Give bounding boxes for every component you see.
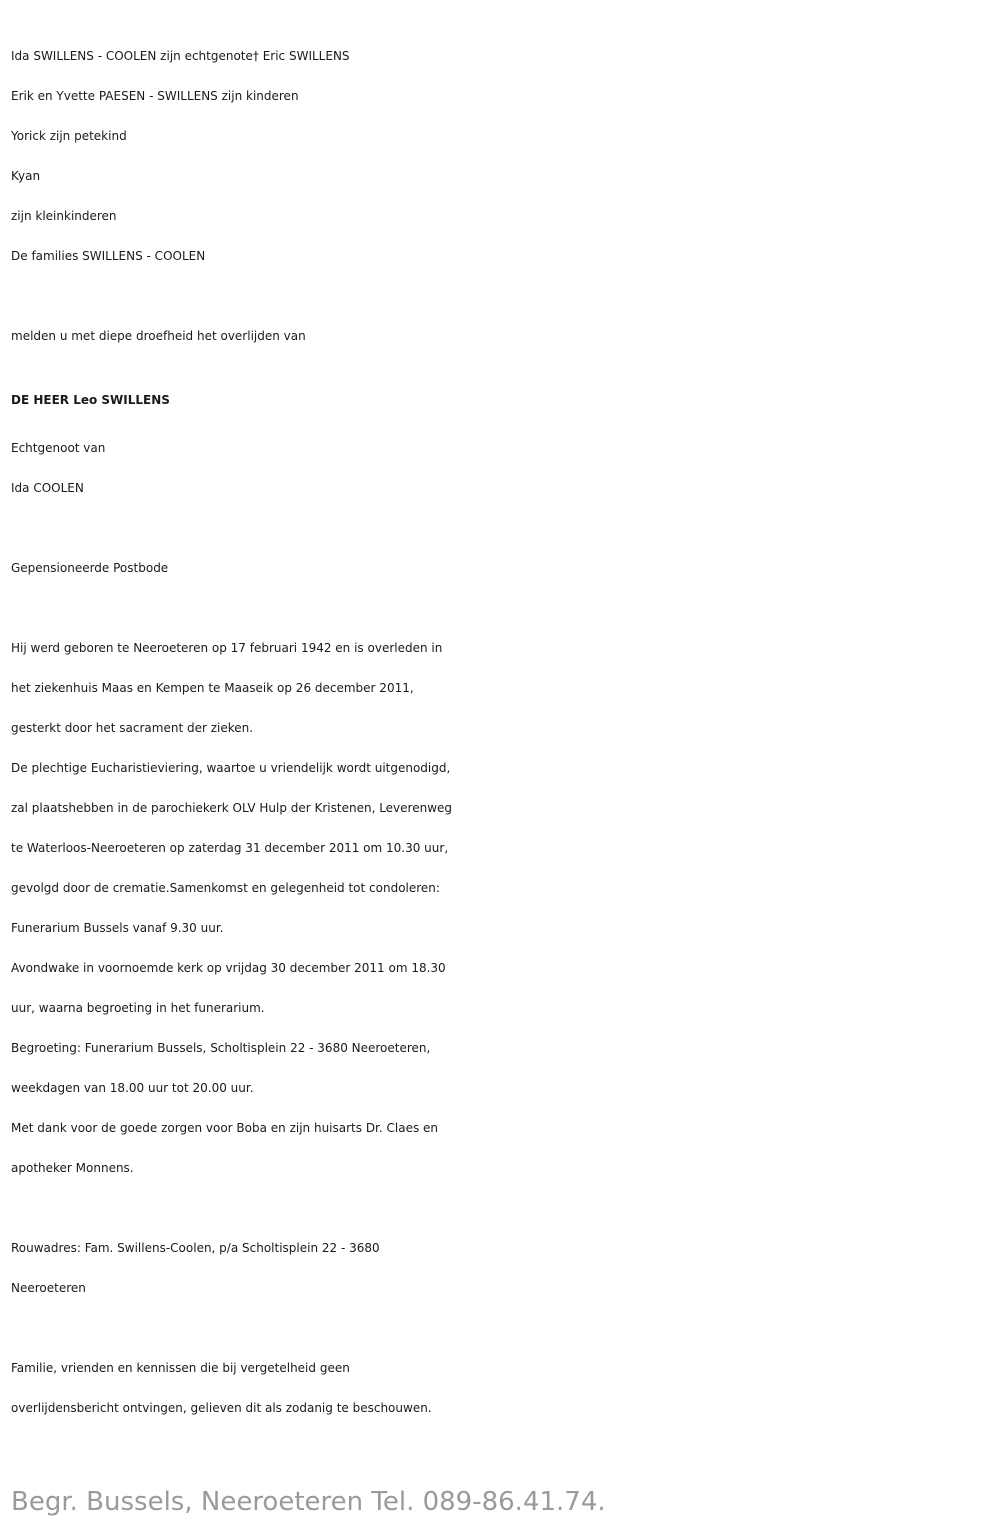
family-line: De families SWILLENS - COOLEN — [11, 249, 206, 263]
family-line: Kyan — [11, 169, 41, 183]
spacer — [11, 276, 990, 316]
spacer — [11, 1188, 990, 1228]
funeral-home-footer: Begr. Bussels, Neeroeteren Tel. 089-86.41.74. — [11, 1487, 606, 1517]
details-line: gevolgd door de crematie.Samenkomst en gelegenheid tot condoleren: — [11, 881, 440, 895]
spouse-name: Ida COOLEN — [11, 481, 84, 495]
details-line: Begroeting: Funerarium Bussels, Scholtisplein 22 - 3680 Neeroeteren, — [11, 1041, 431, 1055]
spacer — [11, 508, 990, 548]
address-section — [11, 1228, 990, 1308]
details-line: gesterkt door het sacrament der zieken. — [11, 721, 254, 735]
closing-line: overlijdensbericht ontvingen, gelieven dit als zodanig te beschouwen. — [11, 1401, 432, 1415]
details-line: te Waterloos-Neeroeteren op zaterdag 31 december 2011 om 10.30 uur, — [11, 841, 449, 855]
details-line: Funerarium Bussels vanaf 9.30 uur. — [11, 921, 224, 935]
details-section — [11, 628, 990, 1188]
details-line: zal plaatshebben in de parochiekerk OLV Hulp der Kristenen, Leverenweg — [11, 801, 453, 815]
spacer — [11, 588, 990, 628]
details-line: Hij werd geboren te Neeroeteren op 17 februari 1942 en is overleden in — [11, 641, 443, 655]
family-line: Ida SWILLENS - COOLEN zijn echtgenote† Eric SWILLENS — [11, 49, 350, 63]
details-line: weekdagen van 18.00 uur tot 20.00 uur. — [11, 1081, 254, 1095]
details-line: uur, waarna begroeting in het funerarium. — [11, 1001, 265, 1015]
spacer — [11, 356, 990, 372]
occupation: Gepensioneerde Postbode — [11, 561, 169, 575]
details-line: apotheker Monnens. — [11, 1161, 134, 1175]
closing-section — [11, 1348, 990, 1428]
details-line: het ziekenhuis Maas en Kempen te Maaseik op 26 december 2011, — [11, 681, 414, 695]
family-section — [11, 36, 990, 276]
address-line: Neeroeteren — [11, 1281, 86, 1295]
spacer — [11, 1308, 990, 1348]
family-line: zijn kleinkinderen — [11, 209, 117, 223]
closing-line: Familie, vrienden en kennissen die bij vergetelheid geen — [11, 1361, 350, 1375]
deceased-name: DE HEER Leo SWILLENS — [11, 393, 170, 407]
spouse-label: Echtgenoot van — [11, 441, 106, 455]
details-line: Met dank voor de goede zorgen voor Boba en zijn huisarts Dr. Claes en — [11, 1121, 439, 1135]
details-line: Avondwake in voornoemde kerk op vrijdag 30 december 2011 om 18.30 — [11, 961, 446, 975]
address-line: Rouwadres: Fam. Swillens-Coolen, p/a Scholtisplein 22 - 3680 — [11, 1241, 380, 1255]
details-line: De plechtige Eucharistieviering, waartoe u vriendelijk wordt uitgenodigd, — [11, 761, 451, 775]
family-line: Yorick zijn petekind — [11, 129, 127, 143]
announcement-text: melden u met diepe droefheid het overlijden van — [11, 329, 306, 343]
family-line: Erik en Yvette PAESEN - SWILLENS zijn kinderen — [11, 89, 299, 103]
